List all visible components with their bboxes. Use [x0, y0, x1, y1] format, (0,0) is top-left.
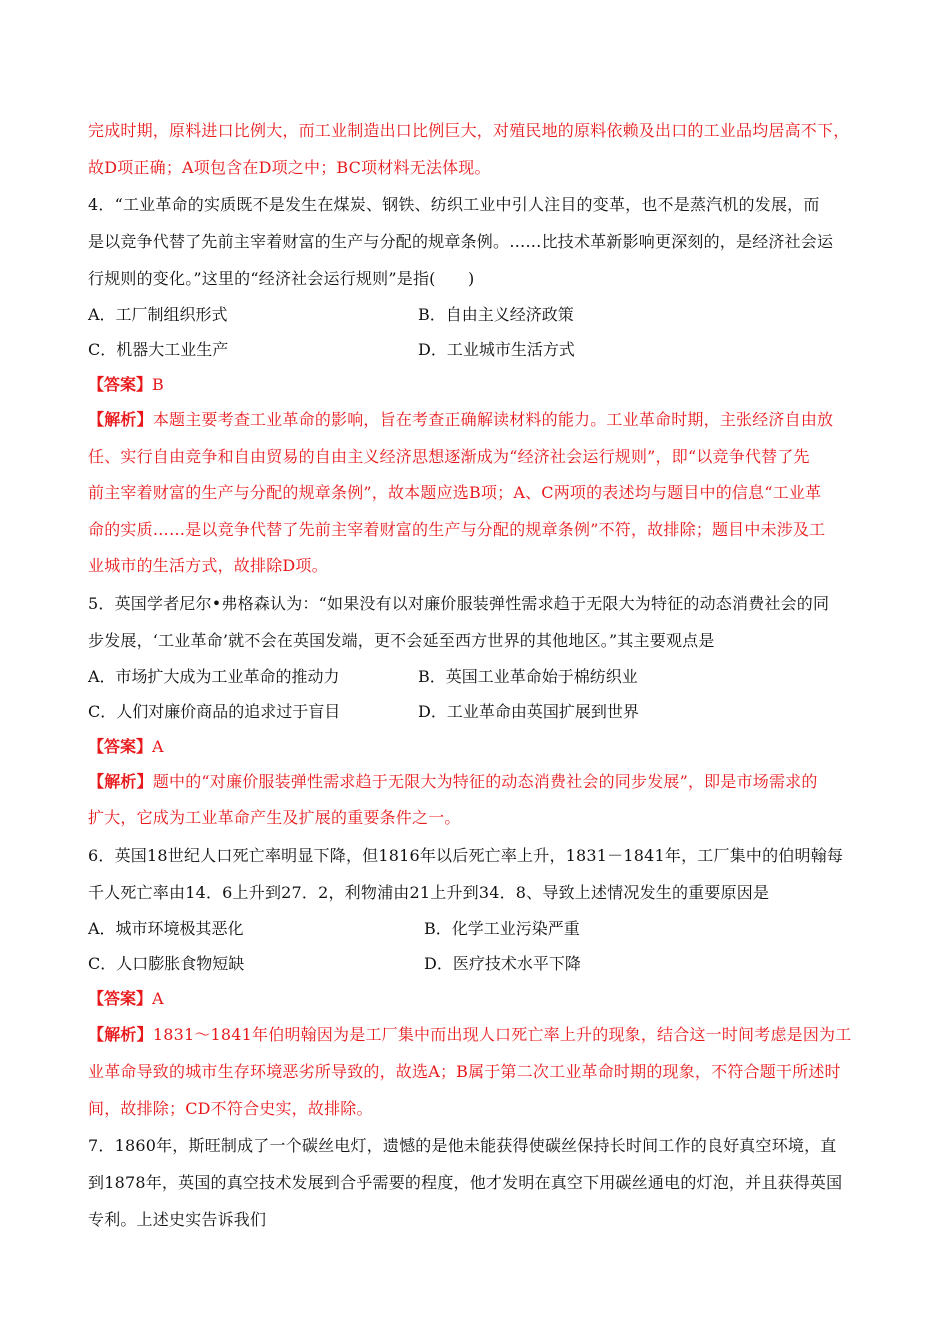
- analysis-text-line: 间，故排除；CD不符合史实，故排除。: [88, 1098, 373, 1118]
- option-a: A．工厂制组织形式: [88, 305, 228, 324]
- analysis-text-line: 题中的“对廉价服装弹性需求趋于无限大为特征的动态消费社会的同步发展”，即是市场需求的: [152, 771, 818, 791]
- analysis-text-line: 任、实行自由竞争和自由贸易的自由主义经济思想逐渐成为“经济社会运行规则”，即“以竞争代替了先: [88, 446, 810, 466]
- analysis-text-line: 本题主要考查工业革命的影响，旨在考查正确解读材料的能力。工业革命时期，主张经济自由放: [152, 410, 834, 429]
- analysis-text-line: 业城市的生活方式，故排除D项。: [88, 556, 328, 575]
- prev-analysis-continued: [88, 112, 863, 186]
- q4-answer: [88, 367, 863, 402]
- question-text-line: 4．“工业革命的实质既不是发生在煤炭、钢铁、纺织工业中引人注目的变革，也不是蒸汽机的发展，而: [88, 195, 820, 214]
- analysis-tag: 【解析】: [88, 410, 153, 429]
- q5-options: [88, 659, 863, 729]
- analysis-text-line: 命的实质……是以竞争代替了先前主宰着财富的生产与分配的规章条例”不符，故排除；题目中未涉及工: [88, 519, 826, 539]
- option-b: B．自由主义经济政策: [418, 305, 574, 324]
- answer-tag: 【答案】: [88, 988, 153, 1008]
- q6-answer: [88, 981, 863, 1016]
- q5-analysis: [88, 764, 863, 837]
- analysis-text-line: 业革命导致的城市生存环境恶劣所导致的，故选A；B属于第二次工业革命时期的现象，不符合题干所述时: [88, 1061, 841, 1081]
- option-c: C．机器大工业生产: [88, 340, 229, 359]
- option-c: C．人们对廉价商品的追求过于盲目: [88, 701, 341, 721]
- answer-value: B: [152, 375, 164, 394]
- question-text-line: 千人死亡率由14．6上升到27．2，利物浦由21上升到34．8、导致上述情况发生的重要原因是: [88, 882, 770, 902]
- text-line: 故D项正确；A项包含在D项之中；BC项材料无法体现。: [88, 158, 491, 177]
- option-a: A．城市环境极其恶化: [88, 918, 244, 938]
- text-line: 完成时期，原料进口比例大，而工业制造出口比例巨大，对殖民地的原料依赖及出口的工业品均居高不下，: [88, 121, 850, 140]
- question-text-line: 行规则的变化。”这里的“经济社会运行规则”是指( ): [88, 269, 475, 288]
- analysis-text-line: 1831～1841年伯明翰因为是工厂集中而出现人口死亡率上升的现象，结合这一时间考虑是因为工: [152, 1024, 852, 1044]
- question-text-line: 专利。上述史实告诉我们: [88, 1209, 267, 1229]
- q4-analysis: [88, 402, 863, 585]
- analysis-tag: 【解析】: [88, 771, 153, 791]
- answer-tag: 【答案】: [88, 375, 153, 394]
- answer-value: A: [152, 736, 164, 756]
- option-d: D．工业革命由英国扩展到世界: [418, 701, 639, 721]
- option-a: A．市场扩大成为工业革命的推动力: [88, 666, 340, 686]
- question-text-line: 5．英国学者尼尔•弗格森认为：“如果没有以对廉价服装弹性需求趋于无限大为特征的动态消费社会的同: [88, 593, 830, 613]
- question-text-line: 是以竞争代替了先前主宰着财富的生产与分配的规章条例。……比技术革新影响更深刻的，是经济社会运: [88, 232, 834, 251]
- question-5: [88, 585, 863, 659]
- document-page: [88, 112, 863, 1238]
- q6-options: [88, 911, 863, 981]
- q6-analysis: [88, 1016, 863, 1127]
- q5-answer: [88, 729, 863, 764]
- option-d: D．医疗技术水平下降: [424, 953, 581, 973]
- q4-options: [88, 297, 863, 367]
- question-text-line: 到1878年，英国的真空技术发展到合乎需要的程度，他才发明在真空下用碳丝通电的灯泡，并且获得英国: [88, 1172, 843, 1192]
- option-b: B．英国工业革命始于棉纺织业: [418, 666, 638, 686]
- question-text-line: 步发展，‘工业革命’就不会在英国发端，更不会延至西方世界的其他地区。”其主要观点是: [88, 630, 715, 650]
- option-c: C．人口膨胀食物短缺: [88, 953, 245, 973]
- analysis-tag: 【解析】: [88, 1024, 153, 1044]
- question-4: [88, 186, 863, 297]
- answer-tag: 【答案】: [88, 736, 153, 756]
- option-d: D．工业城市生活方式: [418, 340, 575, 359]
- question-text-line: 6．英国18世纪人口死亡率明显下降，但1816年以后死亡率上升，1831－1841年，工厂集中的伯明翰每: [88, 845, 844, 865]
- question-7: [88, 1127, 863, 1238]
- question-6: [88, 837, 863, 911]
- analysis-text-line: 前主宰着财富的生产与分配的规章条例”，故本题应选B项；A、C两项的表述均与题目中的信息“工业革: [88, 483, 822, 502]
- option-b: B．化学工业污染严重: [424, 918, 580, 938]
- question-text-line: 7．1860年，斯旺制成了一个碳丝电灯，遗憾的是他未能获得使碳丝保持长时间工作的良好真空环境，直: [88, 1135, 837, 1155]
- answer-value: A: [152, 988, 164, 1008]
- analysis-text-line: 扩大，它成为工业革命产生及扩展的重要条件之一。: [88, 808, 461, 827]
